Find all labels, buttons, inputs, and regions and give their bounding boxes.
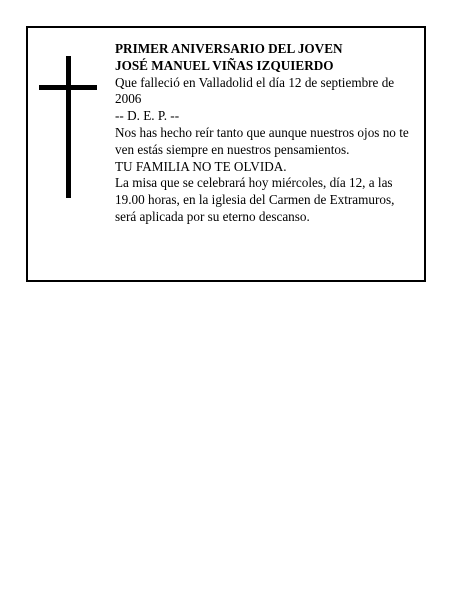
memorial-message: Nos has hecho reír tanto que aunque nuestros ojos no te ven estás siempre en nuestros pensamientos. <box>115 124 409 157</box>
family-message: TU FAMILIA NO TE OLVIDA. <box>115 158 287 174</box>
notice-title-line-2: JOSÉ MANUEL VIÑAS IZQUIERDO <box>115 57 334 73</box>
notice-title-line-1: PRIMER ANIVERSARIO DEL JOVEN <box>115 41 343 56</box>
rest-in-peace: -- D. E. P. -- <box>115 108 180 124</box>
death-line: Que falleció en Valladolid el día 12 de septiembre de 2006 <box>115 74 395 107</box>
cross-horizontal-bar <box>39 85 97 90</box>
obituary-notice <box>26 26 426 282</box>
cross-vertical-bar <box>66 56 71 198</box>
notice-text <box>115 41 410 226</box>
mass-announcement: La misa que se celebrará hoy miércoles, día 12, a las 19.00 horas, en la iglesia del Carmen de Extramuros, será aplicada por su eterno descanso. <box>115 175 395 224</box>
